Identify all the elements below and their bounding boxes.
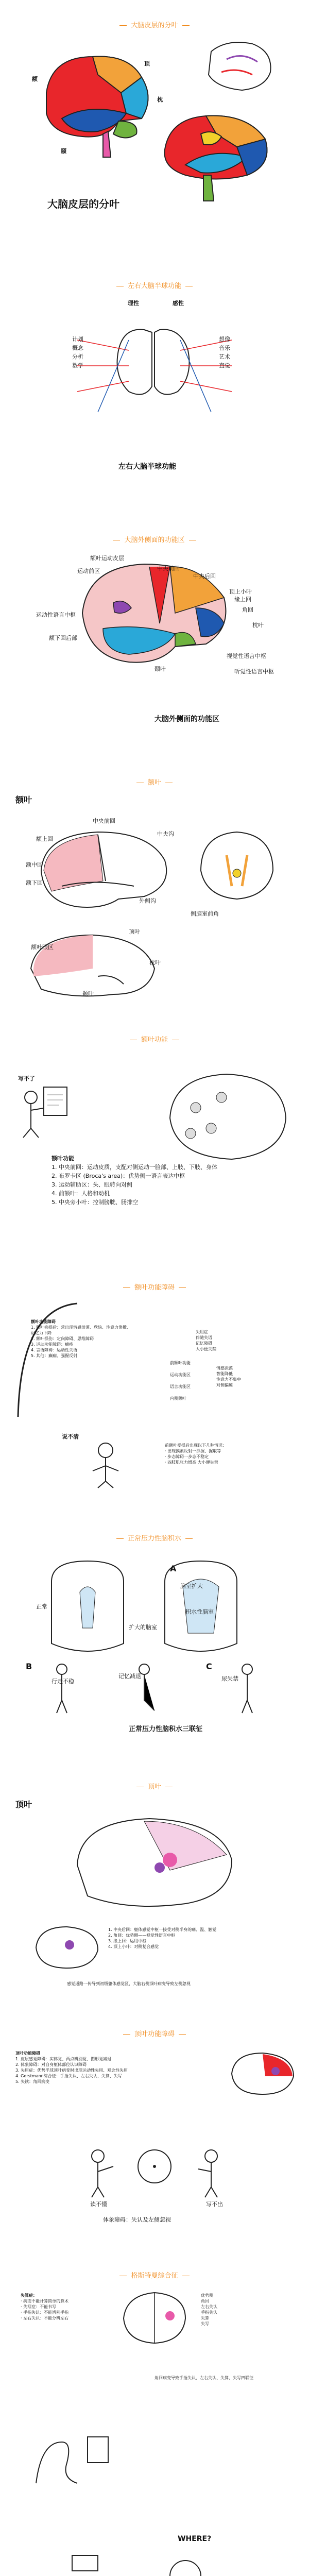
fr-label-8: 顶叶 xyxy=(129,928,140,935)
lat-label-7: 额下回后部 xyxy=(49,635,77,641)
nph-normal: 正常 xyxy=(36,1603,47,1610)
gl-note: · 失写症：不能书写 xyxy=(21,2304,57,2309)
nph-B: B xyxy=(26,1662,32,1671)
section-title-text: 大脑外侧面的功能区 xyxy=(124,536,185,544)
gerstmann-bottom-icons xyxy=(67,2545,252,2576)
gerstmann-left-notes xyxy=(21,2293,113,2321)
nph-caption: 正常压力性脑积水三联征 xyxy=(129,1725,203,1733)
parietal-note: 2. 角回：优势侧——视觉性语言中枢 xyxy=(108,1933,176,1938)
nph-A: A xyxy=(170,1564,177,1573)
nph-C: C xyxy=(206,1662,212,1671)
lobes-big-caption: 大脑皮层的分叶 xyxy=(47,198,119,210)
pdys-note: 顶叶功能障碍 xyxy=(15,2051,40,2056)
label-parietal: 顶 xyxy=(144,60,150,67)
parietal-brain xyxy=(67,1808,242,1917)
pdys-note: 3. 失用症：优势半球顶叶病变时出现运动性失用、观念性失用 xyxy=(15,2068,128,2073)
say-bubble: 说不清 xyxy=(62,1433,79,1440)
frontal-func-list xyxy=(52,1154,268,1207)
gl-note: · 病变不能计算简单的算术 xyxy=(21,2299,69,2303)
left-head: 理性 xyxy=(128,300,139,307)
func-item: 2. 布罗卡区 (Broca's area)：优势侧一语言表达中枢 xyxy=(52,1173,185,1179)
spine-curve xyxy=(10,1298,82,1422)
section-title-text: 左右大脑半球功能 xyxy=(127,282,181,290)
nph-ventricle: 积水性脑室 xyxy=(185,1608,214,1615)
lat-label-1: 额叶运动皮层 xyxy=(90,555,124,562)
fr-label-4: 额下回 xyxy=(26,879,43,886)
section-title-text: 额叶功能 xyxy=(141,1036,168,1044)
gerstmann-figure xyxy=(21,2421,124,2504)
dys-note: 2. 额叶损伤：定向障碍、思维障碍 xyxy=(31,1336,94,1341)
brain-lobes-illustration xyxy=(31,36,278,206)
func-item: 3. 运动辅助区：头、眼转向对侧 xyxy=(52,1181,132,1188)
fr-label-2: 额上回 xyxy=(36,836,53,842)
hemispheres-diagram xyxy=(62,309,247,433)
section-title-text: 大脑皮层的分叶 xyxy=(131,22,178,29)
pdys-note: 2. 体象障碍：对自身躯体部位认识障碍 xyxy=(15,2062,87,2067)
section-title-text: 额叶 xyxy=(147,779,161,787)
nph-memory: 记忆减退 xyxy=(118,1673,141,1680)
parietal-head: 顶叶 xyxy=(15,1800,32,1809)
dys-note: 3. 运动功能障碍：瘫痪 xyxy=(31,1342,74,1347)
parietal-note: 1. 中央后回：躯体感觉中枢一接受对侧半身的痛、温、触觉 xyxy=(108,1927,217,1932)
frontal-brain-coronal xyxy=(185,824,288,907)
dys-note: 5. 其他：癫痫、强握反射 xyxy=(31,1353,78,1358)
nph-gait: 行走不稳 xyxy=(52,1678,74,1685)
section-title-text: 顶叶功能障碍 xyxy=(134,2030,175,2038)
lat-label-8: 枕叶 xyxy=(252,622,264,629)
left-item: 计划 xyxy=(72,336,83,343)
gr-label: 失写 xyxy=(201,2321,209,2326)
gl-note: 失算症： xyxy=(21,2293,37,2298)
fr-label-6: 外侧沟 xyxy=(139,897,156,904)
bubble-write: 写不出 xyxy=(206,2201,223,2208)
section-title-lobes xyxy=(0,20,309,29)
label-occipital: 枕 xyxy=(157,96,163,103)
dys-right-item: 记忆障碍 xyxy=(196,1341,212,1346)
fr-label-11: 额叶眼区 xyxy=(31,944,54,951)
pdys-note: 4. Gerstmann综合征：手指失认、左右失认、失算、失写 xyxy=(15,2074,122,2078)
lat-label-5: 顶上小叶 xyxy=(229,588,252,595)
right-item: 音乐 xyxy=(219,345,230,351)
parietal-notes xyxy=(108,1927,283,1950)
left-item: 分析 xyxy=(72,353,83,360)
gerstmann-right-note: 角回病变导致手指失认、左右失认、失算、失写四联征 xyxy=(154,2376,253,2380)
where-label: WHERE? xyxy=(178,2535,212,2543)
parietal-note: 4. 顶上小叶：对侧复合感觉 xyxy=(108,1944,159,1949)
dys-bottom-note: · 四肢肌张力增高·大小便失禁 xyxy=(165,1460,218,1465)
writing-figure xyxy=(15,1082,72,1139)
left-item: 概念 xyxy=(72,345,83,351)
fr-label-10: 颞叶 xyxy=(82,990,94,997)
dys-note: 额叶功能障碍 xyxy=(31,1319,56,1324)
nph-incontinence: 尿失禁 xyxy=(221,1675,238,1682)
section-title-hemispheres xyxy=(0,280,309,290)
right-item: 直觉 xyxy=(219,362,230,369)
dys-right-item: 伴随失语 xyxy=(196,1335,212,1340)
right-head: 感性 xyxy=(173,300,184,307)
lat-label-12: 角回 xyxy=(242,606,253,613)
bubble-read: 读不懂 xyxy=(90,2201,107,2208)
dys-right-item: 情感淡漠 xyxy=(216,1366,233,1370)
dys-bottom-note: · 步态障碍一步态不稳定 xyxy=(165,1454,209,1459)
gl-note: · 手指失认：不能辨别手指 xyxy=(21,2310,69,2315)
dys-group: 内侧额叶 xyxy=(170,1396,186,1401)
frontal-dys-notes xyxy=(31,1319,134,1359)
gerstmann-brain-center xyxy=(118,2287,191,2349)
lat-label-11: 颞叶 xyxy=(154,666,166,672)
dys-note: 1. 额叶病损后：常出现情感淡漠、欣快、注意力涣散、记忆力下降 xyxy=(31,1325,131,1335)
gr-label: 手指失认 xyxy=(201,2310,217,2315)
dys-right-item: 大小便失禁 xyxy=(196,1347,216,1351)
lat-label-3: 中央前回 xyxy=(157,565,180,572)
dys-right-items2 xyxy=(216,1365,294,1388)
parietal-note: 3. 缘上回：运用中枢 xyxy=(108,1939,147,1943)
body-schema: 体象障碍：失认及左侧忽视 xyxy=(103,2216,171,2223)
dys-bottom-note: · 出现摸索反射一抓握、握取等 xyxy=(165,1449,221,1453)
right-functions xyxy=(219,335,230,370)
gl-note: · 左右失认：不能分辨左右 xyxy=(21,2316,69,2320)
section-title-parietal xyxy=(0,1781,309,1791)
dys-group: 前额叶功能 xyxy=(170,1361,191,1365)
right-item: 艺术 xyxy=(219,353,230,360)
fr-label-7: 侧脑室前角 xyxy=(191,910,219,917)
section-title-text: 额叶功能障碍 xyxy=(134,1284,175,1292)
parietal-footer: 感觉通路一传导到初级躯体感觉区，大脑右侧顶叶病变导致左侧忽视 xyxy=(67,1981,191,1986)
dys-right-item: 注意力不集中 xyxy=(216,1377,241,1382)
section-title-frontal-func xyxy=(0,1034,309,1044)
gr-label: 优势侧 xyxy=(201,2293,213,2298)
think-bubble: 写不了 xyxy=(18,1075,35,1082)
gerstmann-right-labels xyxy=(201,2293,294,2327)
gr-label: 角回 xyxy=(201,2299,209,2303)
section-title-text: 格斯特曼综合征 xyxy=(131,2272,178,2280)
func-item: 1. 中央前回：运动皮质，支配对侧运动一脸部、上肢、下肢、身体 xyxy=(52,1164,217,1171)
right-item: 想像 xyxy=(219,336,230,343)
dys-group: 语言功能区 xyxy=(170,1384,191,1389)
parietal-dys-brain xyxy=(227,2048,299,2099)
section-title-frontal-dys xyxy=(0,1282,309,1292)
section-title-text: 正常压力性脑积水 xyxy=(127,1535,181,1543)
section-title-nph xyxy=(0,1533,309,1543)
section-title-frontal xyxy=(0,777,309,787)
left-functions xyxy=(72,335,83,370)
hemispheres-caption: 左右大脑半球功能 xyxy=(118,463,176,471)
dys-right-item: 失用症 xyxy=(196,1330,208,1334)
dys-groups xyxy=(170,1360,211,1401)
left-item: 数学 xyxy=(72,362,83,369)
nph-illustration xyxy=(31,1551,278,1716)
dys-right-tree xyxy=(196,1329,299,1352)
lat-label-13: 缘上回 xyxy=(234,596,251,603)
dys-bottom-note: 前额叶受损后出现以下几种情况： xyxy=(165,1443,227,1448)
dys-group: 运动功能区 xyxy=(170,1372,191,1377)
fr-label-5: 中央沟 xyxy=(157,831,174,837)
lat-label-2: 运动前区 xyxy=(77,568,100,574)
speaking-figure xyxy=(82,1437,129,1489)
func-item: 4. 前额叶：人格和动机 xyxy=(52,1190,110,1197)
parietal-dys-figures xyxy=(77,2143,232,2200)
dys-right-item: 智能降低 xyxy=(216,1371,233,1376)
parietal-small-brain xyxy=(31,1922,103,1973)
section-title-text: 顶叶 xyxy=(147,1783,161,1791)
section-title-parietal-dys xyxy=(0,2028,309,2038)
lateral-caption: 大脑外侧面的功能区 xyxy=(154,715,219,723)
dys-note: 4. 言语障碍：运动性失语 xyxy=(31,1348,78,1352)
gr-label: 左右失认 xyxy=(201,2304,217,2309)
label-temporal: 颞 xyxy=(61,148,66,155)
parietal-dys-notes xyxy=(15,2050,185,2084)
dys-bottom-notes xyxy=(165,1443,294,1465)
fr-label-1: 中央前回 xyxy=(93,818,115,824)
func-item: 5. 中央旁小叶：控制膀胱、肠排空 xyxy=(52,1199,138,1206)
gr-label: 失算 xyxy=(201,2316,209,2320)
section-title-lateral xyxy=(0,534,309,544)
fr-label-3: 额中回 xyxy=(26,861,43,868)
func-list-head: 额叶功能 xyxy=(52,1155,74,1162)
lat-label-4: 中央后回 xyxy=(193,573,216,580)
dys-right-item: 对侧偏瘫 xyxy=(216,1383,233,1387)
lat-label-10: 听觉性语言中枢 xyxy=(234,668,274,675)
nph-enlarged2: 扩大的脑室 xyxy=(129,1624,157,1631)
fr-label-9: 枕叶 xyxy=(149,959,161,966)
lat-label-6: 运动性语言中枢 xyxy=(36,612,76,618)
pdys-note: 1. 皮层感觉障碍：实体觉、两点辨别觉、图形觉减退 xyxy=(15,2057,112,2061)
lat-label-9: 视觉性语言中枢 xyxy=(227,653,266,659)
label-frontal: 额 xyxy=(32,76,38,82)
frontal-head: 额叶 xyxy=(15,795,32,805)
pdys-note: 5. 失读：角回病变 xyxy=(15,2079,50,2084)
section-title-gerstmann xyxy=(0,2270,309,2280)
nph-enlarged: 脑室扩大 xyxy=(180,1583,203,1589)
